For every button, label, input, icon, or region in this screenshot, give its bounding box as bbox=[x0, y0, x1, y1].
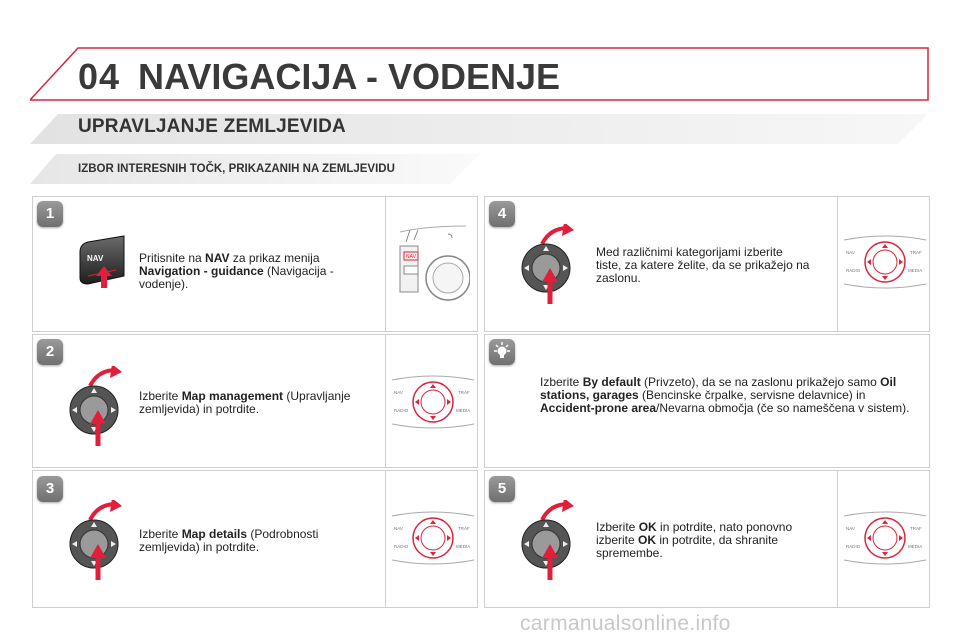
thumb-radio-label: RADIO bbox=[846, 268, 861, 273]
step-5-dial-thumbnail bbox=[842, 506, 928, 573]
thumb-radio-label: RADIO bbox=[846, 544, 861, 549]
step-4-badge: 4 bbox=[489, 201, 515, 227]
rotary-knob-icon bbox=[64, 366, 126, 451]
thumb-media-label: MEDIA bbox=[908, 268, 923, 273]
thumb-nav-label: NAV bbox=[846, 526, 855, 531]
step-2-divider bbox=[385, 335, 386, 467]
chapter-title: NAVIGACIJA - VODENJE bbox=[138, 56, 561, 97]
thumb-nav-label: NAV bbox=[394, 390, 403, 395]
subsection-title: IZBOR INTERESNIH TOČK, PRIKAZANIH NA ZEMLJEVIDU bbox=[78, 163, 395, 175]
thumb-nav-label: NAV bbox=[394, 526, 403, 531]
thumb-media-label: MEDIA bbox=[456, 544, 471, 549]
thumb-traf-label: TRAF bbox=[910, 526, 922, 531]
thumb-traf-label: TRAF bbox=[458, 390, 470, 395]
thumb-nav-label: NAV bbox=[406, 254, 416, 260]
thumb-media-label: MEDIA bbox=[456, 408, 471, 413]
thumb-radio-label: RADIO bbox=[394, 408, 409, 413]
thumb-media-label: MEDIA bbox=[908, 544, 923, 549]
step-4-divider bbox=[837, 197, 838, 331]
watermark: carmanualsonline.info bbox=[520, 612, 731, 635]
step-2-badge: 2 bbox=[37, 339, 63, 365]
step-2-dial-thumbnail bbox=[390, 370, 476, 437]
step-1-divider bbox=[385, 197, 386, 331]
section-title: UPRAVLJANJE ZEMLJEVIDA bbox=[78, 116, 346, 137]
thumb-radio-label: RADIO bbox=[394, 544, 409, 549]
thumb-nav-label: NAV bbox=[846, 250, 855, 255]
step-4-text: Med različnimi kategorijami izberite tiste, za katere želite, da se prikažejo na zaslonu. bbox=[596, 245, 810, 285]
step-4-dial-thumbnail bbox=[842, 230, 928, 297]
step-5-text: Izberite OK in potrdite, nato ponovno izberite OK in potrdite, da shranite spremembe. bbox=[596, 520, 793, 560]
step-3-text: Izberite Map details (Podrobnosti zemljevida) in potrdite. bbox=[139, 527, 319, 554]
step-3-dial-thumbnail bbox=[390, 506, 476, 573]
thumb-traf-label: TRAF bbox=[458, 526, 470, 531]
rotary-knob-icon bbox=[516, 224, 578, 309]
step-1-text: Pritisnite na NAV za prikaz menija Navigation - guidance (Navigacija - vodenje). bbox=[139, 251, 334, 291]
rotary-knob-icon bbox=[64, 500, 126, 585]
chapter-number: 04 bbox=[78, 56, 121, 97]
step-3-divider bbox=[385, 471, 386, 607]
step-1-console-thumbnail bbox=[396, 222, 470, 311]
nav-button-label: NAV bbox=[87, 254, 104, 263]
thumb-traf-label: TRAF bbox=[910, 250, 922, 255]
step-2-text: Izberite Map management (Upravljanje zemljevida) in potrdite. bbox=[139, 389, 351, 416]
rotary-knob-icon bbox=[516, 500, 578, 585]
step-1-badge: 1 bbox=[37, 201, 63, 227]
step-5-badge: 5 bbox=[489, 476, 515, 502]
tip-lightbulb-icon bbox=[489, 339, 515, 365]
tip-text: Izberite By default (Privzeto), da se na zaslonu prikažejo samo Oil stations, garages (Bencinske črpalke, servisne delavnice) in Accident-prone area/Nevarna območja (če so nameščena v sistem). bbox=[540, 375, 910, 415]
step-5-divider bbox=[837, 471, 838, 607]
step-3-badge: 3 bbox=[37, 476, 63, 502]
